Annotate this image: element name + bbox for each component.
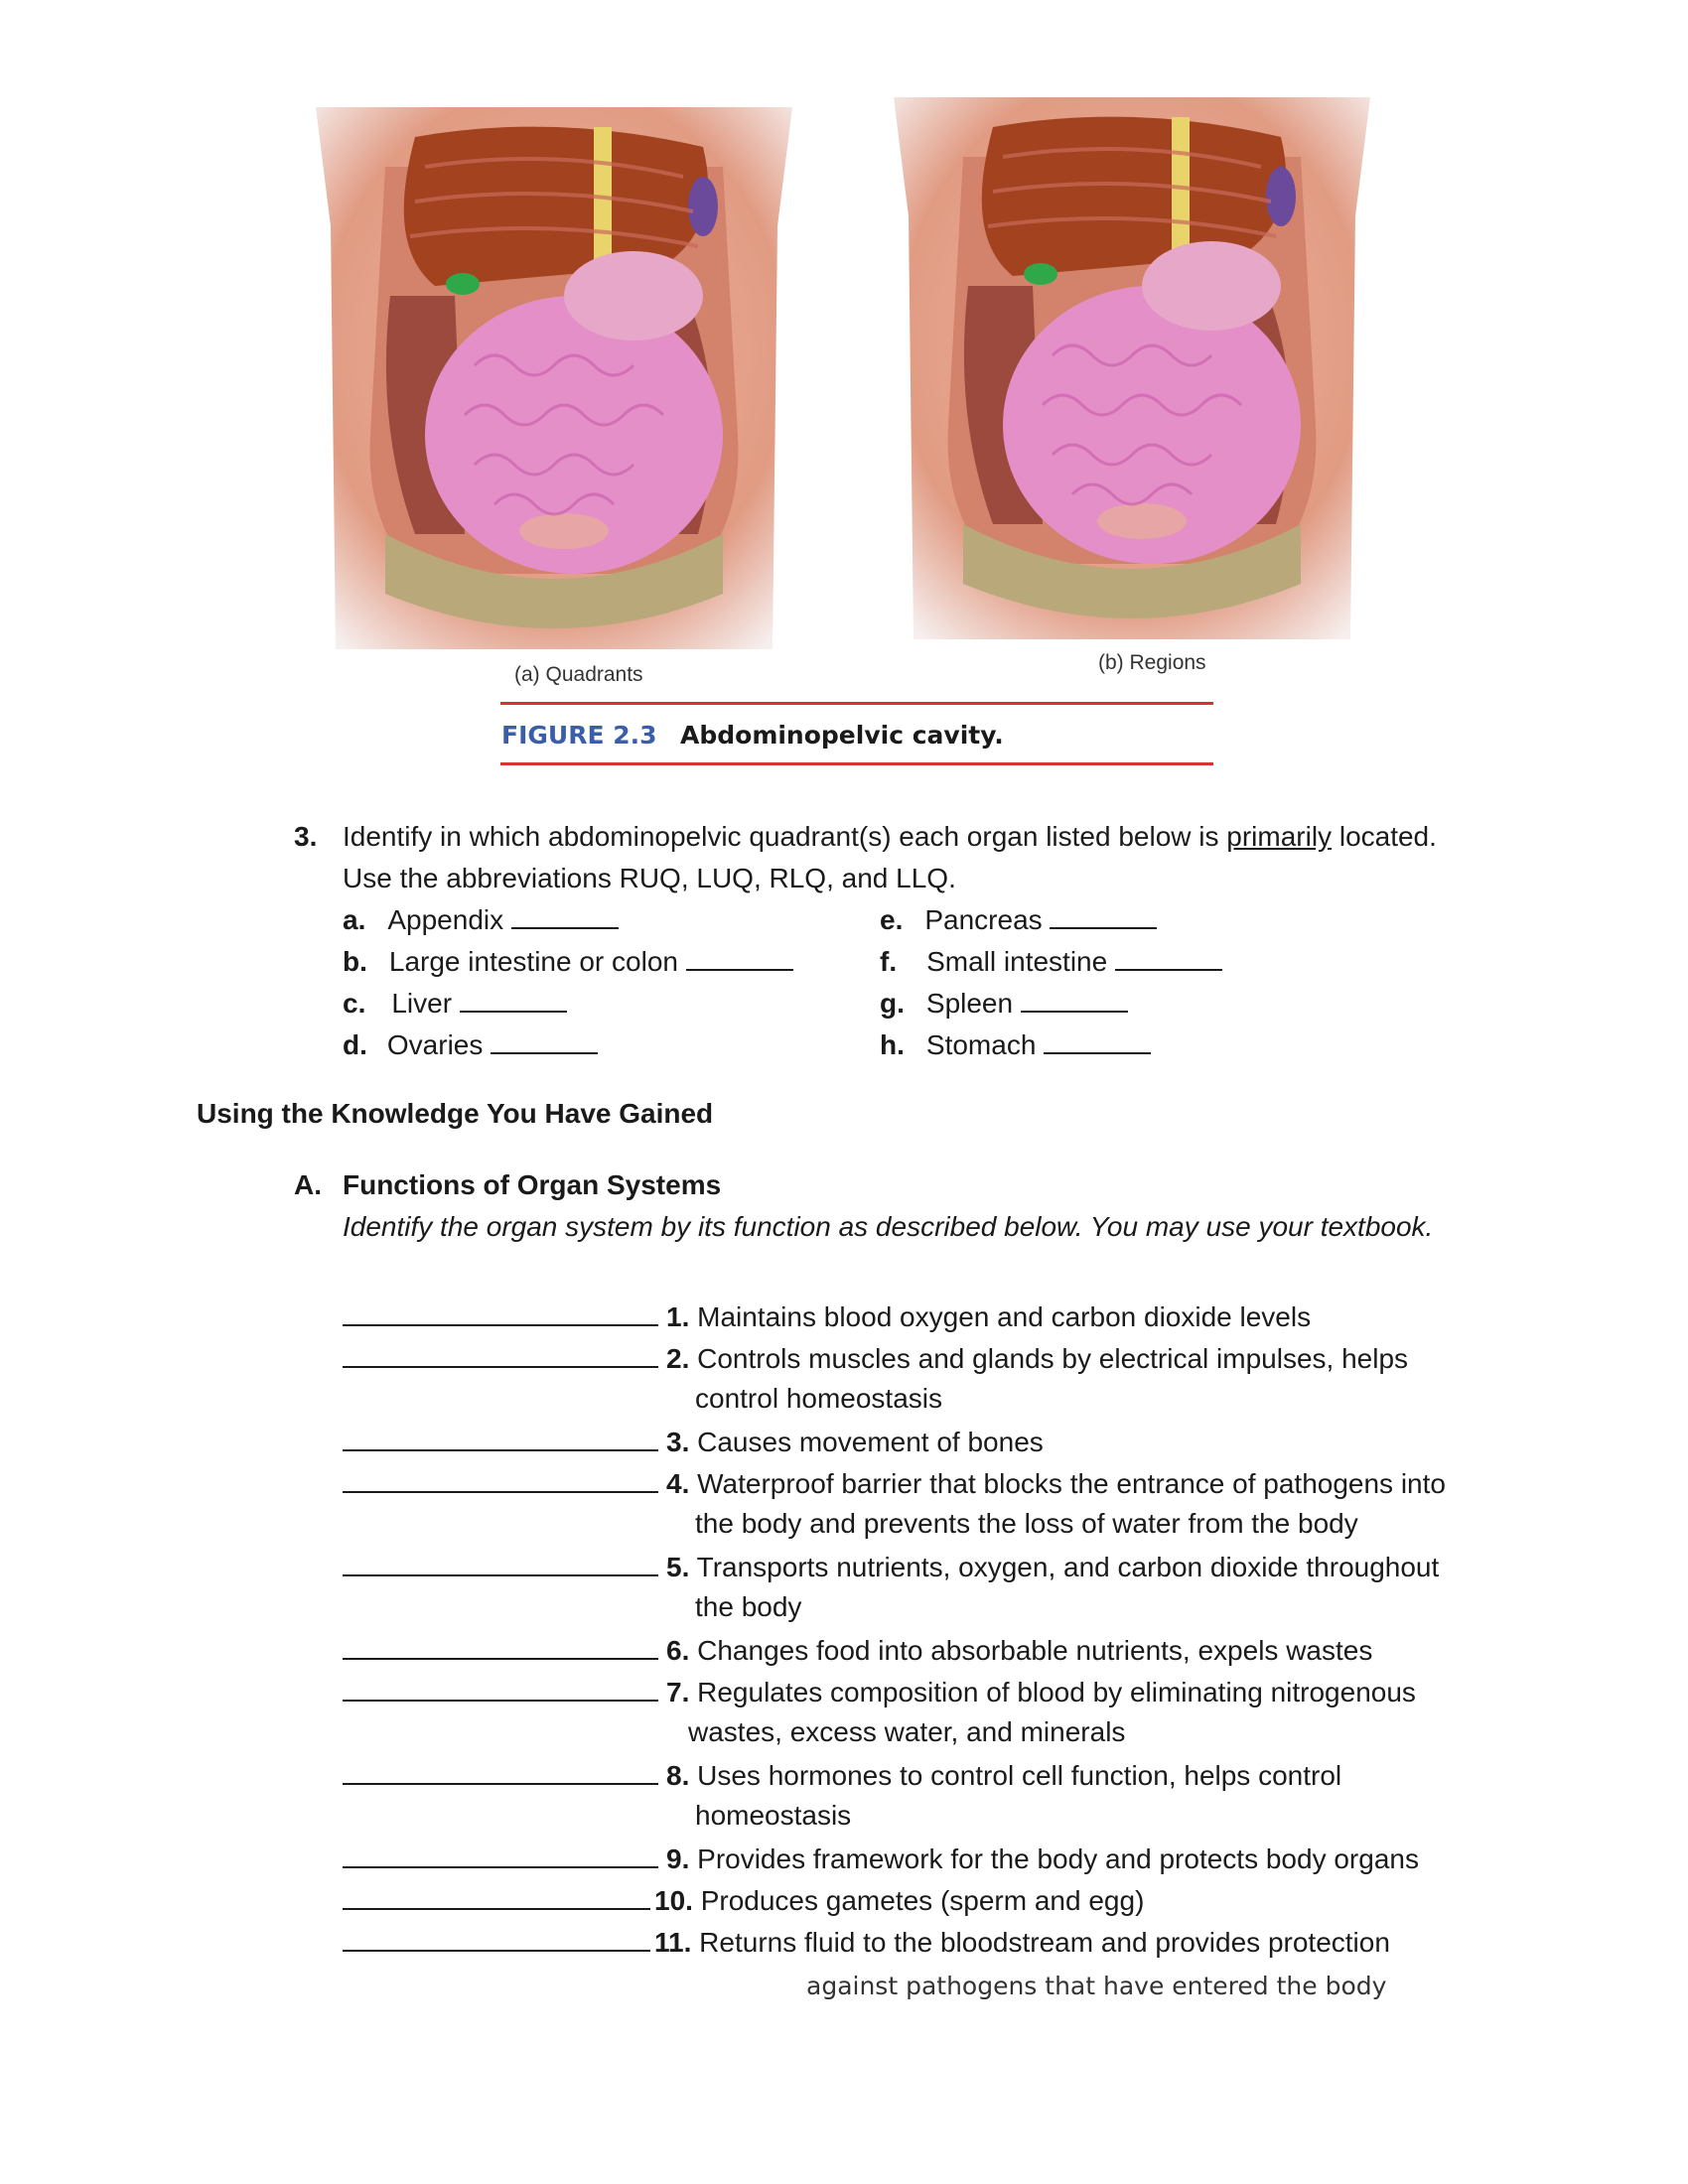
answer-blank[interactable] — [343, 1628, 658, 1660]
instructions: Identify the organ system by its function as described below. You may use your textbook. — [343, 1211, 1434, 1242]
organ-item-d: d. Ovaries — [343, 1024, 598, 1066]
answer-blank[interactable] — [1044, 1026, 1151, 1054]
organ-item-f: f. Small intestine — [880, 941, 1222, 983]
function-item-11: 11. Returns fluid to the bloodstream and provides protection — [343, 1920, 1390, 1964]
organ-item-b: b. Large intestine or colon — [343, 941, 793, 983]
regions-illustration — [884, 97, 1380, 639]
organ-item-a: a. Appendix — [343, 899, 619, 941]
subsection-letter: A. — [294, 1169, 322, 1200]
answer-blank[interactable] — [343, 1420, 658, 1451]
question-number: 3. — [294, 821, 318, 852]
answer-blank[interactable] — [343, 1295, 658, 1326]
answer-blank[interactable] — [491, 1026, 598, 1054]
function-item-8: 8. Uses hormones to control cell function, helps control — [343, 1753, 1341, 1797]
function-item-7: 7. Regulates composition of blood by eliminating nitrogenous — [343, 1670, 1416, 1713]
function-item-7-cont: wastes, excess water, and minerals — [688, 1716, 1126, 1747]
function-item-5-cont: the body — [695, 1591, 802, 1622]
organ-item-c: c. Liver — [343, 983, 567, 1024]
function-item-9: 9. Provides framework for the body and protects body organs — [343, 1837, 1419, 1880]
function-item-11-cont: against pathogens that have entered the body — [806, 1972, 1387, 2000]
function-item-10: 10. Produces gametes (sperm and egg) — [343, 1878, 1144, 1922]
question-line-2: Use the abbreviations RUQ, LUQ, RLQ, and LLQ. — [343, 863, 956, 893]
function-item-2: 2. Controls muscles and glands by electrical impulses, helps — [343, 1336, 1408, 1380]
answer-blank[interactable] — [343, 1545, 658, 1576]
answer-blank[interactable] — [343, 1336, 658, 1368]
organ-item-h: h. Stomach — [880, 1024, 1151, 1066]
subsection-heading: Functions of Organ Systems — [343, 1169, 722, 1200]
quadrants-illustration — [306, 107, 802, 649]
answer-blank[interactable] — [343, 1461, 658, 1493]
answer-blank[interactable] — [511, 901, 619, 929]
emphasis-primarily: primarily — [1226, 821, 1333, 852]
function-item-8-cont: homeostasis — [695, 1800, 852, 1831]
function-item-4-cont: the body and prevents the loss of water from the body — [695, 1508, 1358, 1539]
answer-blank[interactable] — [1050, 901, 1157, 929]
function-item-6: 6. Changes food into absorbable nutrients, expels wastes — [343, 1628, 1372, 1672]
question-line-1: Identify in which abdominopelvic quadrant(s) each organ listed below is primarily located. — [343, 821, 1437, 852]
figure-bottom-rule — [500, 762, 1213, 765]
organ-item-g: g. Spleen — [880, 983, 1128, 1024]
answer-blank[interactable] — [343, 1753, 658, 1785]
answer-blank[interactable] — [1115, 943, 1222, 971]
panel-a-label: (a) Quadrants — [514, 663, 643, 686]
panel-b-label: (b) Regions — [1098, 651, 1206, 674]
answer-blank[interactable] — [343, 1878, 650, 1910]
figure-number: FIGURE 2.3 — [501, 721, 657, 750]
answer-blank[interactable] — [460, 985, 567, 1013]
function-item-1: 1. Maintains blood oxygen and carbon dioxide levels — [343, 1295, 1311, 1338]
function-item-3: 3. Causes movement of bones — [343, 1420, 1044, 1463]
function-item-5: 5. Transports nutrients, oxygen, and carbon dioxide throughout — [343, 1545, 1439, 1588]
figure-title: Abdominopelvic cavity. — [680, 721, 1004, 750]
figure-top-rule — [500, 702, 1213, 705]
answer-blank[interactable] — [343, 1837, 658, 1868]
answer-blank[interactable] — [343, 1920, 650, 1952]
answer-blank[interactable] — [686, 943, 793, 971]
answer-blank[interactable] — [1021, 985, 1128, 1013]
answer-blank[interactable] — [343, 1670, 658, 1702]
function-item-4: 4. Waterproof barrier that blocks the entrance of pathogens into — [343, 1461, 1446, 1505]
function-item-2-cont: control homeostasis — [695, 1383, 943, 1414]
section-heading: Using the Knowledge You Have Gained — [197, 1098, 714, 1129]
organ-item-e: e. Pancreas — [880, 899, 1157, 941]
